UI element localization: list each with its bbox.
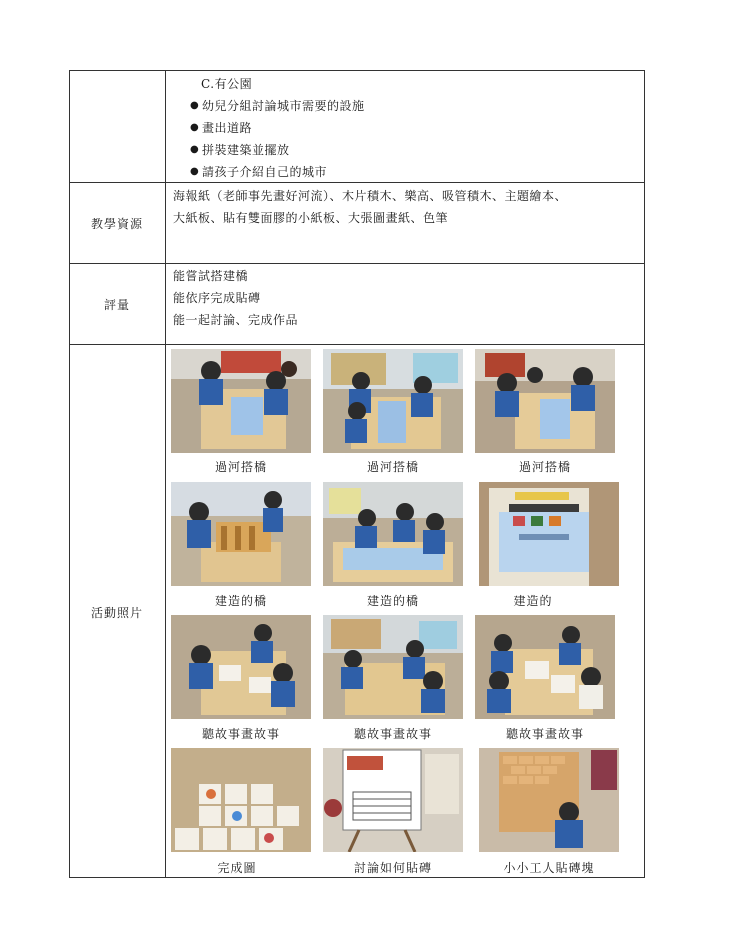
activity-photo xyxy=(171,748,311,852)
photo-caption: 聽故事畫故事 xyxy=(201,727,280,741)
bullet-dot: ● xyxy=(190,166,199,177)
table-border-right xyxy=(644,70,645,878)
activity-bullet: 請孩子介紹自己的城市 xyxy=(202,165,328,179)
resources-line: 海報紙（老師事先畫好河流）、木片積木、樂高、吸管積木、主題繪本、 xyxy=(173,189,568,203)
photo-caption: 建造的橋 xyxy=(214,594,267,608)
photo-caption: 聽故事畫故事 xyxy=(505,727,584,741)
table-border-top xyxy=(69,70,645,71)
assessment-label: 評量 xyxy=(103,298,130,312)
lesson-plan-table xyxy=(69,70,645,878)
activity-photo xyxy=(479,748,619,852)
table-border-left xyxy=(69,70,70,878)
row-divider xyxy=(69,344,645,345)
bullet-dot: ● xyxy=(190,122,199,133)
row-divider xyxy=(69,182,645,183)
activity-step-title: C.有公園 xyxy=(201,77,253,91)
activity-photo xyxy=(475,349,615,453)
activity-bullet: 拼裝建築並擺放 xyxy=(202,143,290,157)
photo-caption: 過河搭橋 xyxy=(214,460,267,474)
resources-label: 教學資源 xyxy=(90,217,143,231)
bullet-dot: ● xyxy=(190,144,199,155)
photos-label: 活動照片 xyxy=(90,606,143,620)
activity-photo xyxy=(171,615,311,719)
assessment-line: 能一起討論、完成作品 xyxy=(173,313,299,327)
activity-photo xyxy=(323,748,463,852)
photo-caption: 建造的橋 xyxy=(366,594,419,608)
assessment-line: 能依序完成貼磚 xyxy=(173,291,261,305)
photo-caption: 完成圖 xyxy=(217,861,257,875)
photo-caption: 過河搭橋 xyxy=(366,460,419,474)
resources-line: 大紙板、貼有雙面膠的小紙板、大張圖畫紙、色筆 xyxy=(173,211,449,225)
photo-caption: 聽故事畫故事 xyxy=(353,727,432,741)
activity-photo xyxy=(475,615,615,719)
row-divider xyxy=(69,263,645,264)
activity-bullet: 畫出道路 xyxy=(202,121,253,135)
activity-photo xyxy=(479,482,619,586)
activity-photo xyxy=(323,349,463,453)
activity-bullet: 幼兒分組討論城市需要的設施 xyxy=(202,99,365,113)
activity-photo xyxy=(323,482,463,586)
photo-caption: 過河搭橋 xyxy=(518,460,571,474)
photo-caption: 討論如何貼磚 xyxy=(353,861,432,875)
activity-photo xyxy=(171,482,311,586)
bullet-dot: ● xyxy=(190,100,199,111)
photo-caption: 建造的 xyxy=(513,594,553,608)
activity-photo xyxy=(323,615,463,719)
assessment-line: 能嘗試搭建橋 xyxy=(173,269,249,283)
activity-photo xyxy=(171,349,311,453)
photo-caption: 小小工人貼磚塊 xyxy=(503,861,595,875)
table-border-bottom xyxy=(69,877,645,878)
